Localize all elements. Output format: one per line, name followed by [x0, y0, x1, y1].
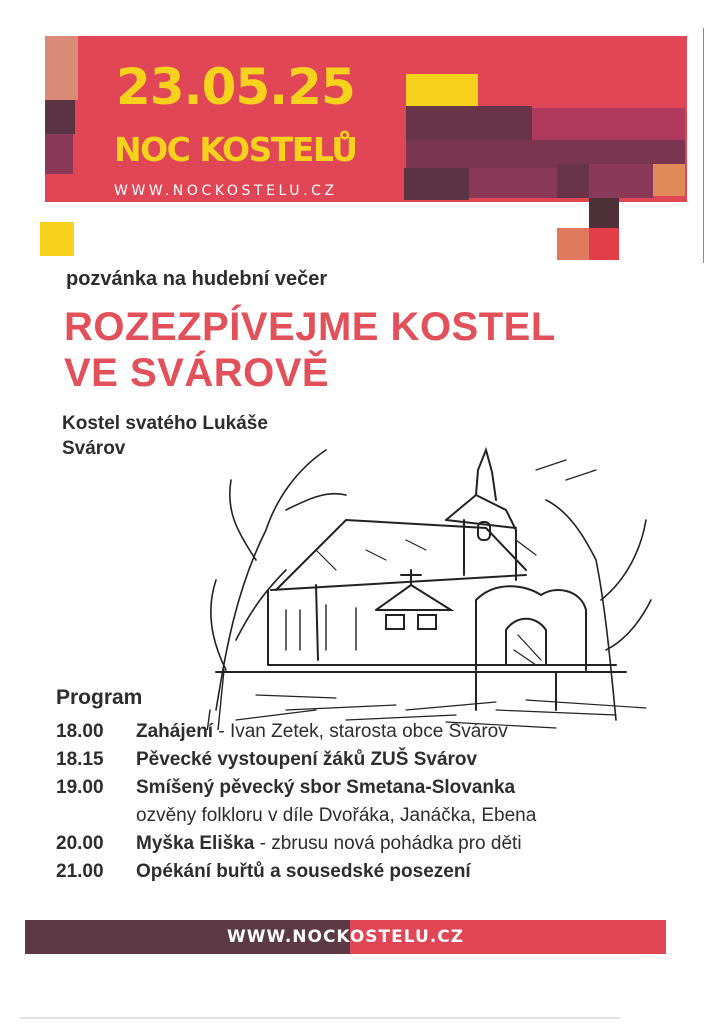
program-detail: - zbrusu nová pohádka pro děti	[254, 833, 522, 854]
headline-line-1: ROZEZPÍVEJME KOSTEL	[64, 305, 556, 349]
program-item	[56, 746, 616, 774]
pixel-block	[45, 100, 75, 134]
pixel-block	[589, 228, 619, 260]
program-item	[56, 774, 616, 802]
program-item	[56, 718, 616, 746]
pixel-block	[45, 134, 73, 174]
pixel-block	[406, 106, 532, 140]
venue-name: Kostel svatého Lukáše	[62, 413, 268, 434]
program-time: 18.15	[56, 749, 104, 770]
program-time: 21.00	[56, 861, 104, 882]
scan-page-edge-bottom	[20, 1017, 620, 1019]
program-description	[136, 802, 536, 830]
pixel-block	[589, 198, 619, 228]
pixel-block	[557, 164, 589, 198]
headline	[64, 304, 556, 396]
program-item	[56, 858, 616, 886]
program-description	[136, 718, 508, 746]
program-item	[56, 802, 616, 830]
footer-website-link[interactable]: WWW.NOCKOSTELU.CZ	[226, 927, 465, 947]
scan-page-edge	[703, 28, 704, 263]
pixel-block	[589, 164, 653, 198]
pixel-block	[40, 222, 74, 256]
pixel-block	[406, 74, 478, 106]
program-time: 18.00	[56, 721, 104, 742]
program-detail: - Ivan Zetek, starosta obce Svárov	[213, 721, 508, 742]
program-detail: ozvěny folkloru v díle Dvořáka, Janáčka, Ebena	[136, 805, 537, 826]
program-time: 19.00	[56, 777, 104, 798]
program-highlight: Pěvecké vystoupení žáků ZUŠ Svárov	[136, 749, 478, 770]
program-description	[136, 830, 522, 858]
pixel-block	[45, 36, 78, 100]
program-highlight: Zahájení	[136, 721, 214, 742]
headline-line-2: VE SVÁROVĚ	[64, 351, 330, 395]
program-highlight: Opékání buřtů a sousedské posezení	[136, 861, 471, 882]
banner-website-link[interactable]: WWW.NOCKOSTELU.CZ	[114, 183, 338, 199]
pixel-block	[469, 168, 557, 198]
pixel-block	[653, 164, 685, 196]
footer-bar	[25, 920, 666, 954]
program-list	[56, 718, 616, 886]
pixel-block	[404, 168, 469, 200]
program-highlight: Smíšený pěvecký sbor Smetana-Slovanka	[136, 777, 516, 798]
invitation-subtitle: pozvánka na hudební večer	[66, 268, 328, 290]
program-title: Program	[56, 686, 143, 709]
program-highlight: Myška Eliška	[136, 833, 255, 854]
event-name: NOC KOSTELŮ	[114, 130, 357, 169]
program-description	[136, 774, 515, 802]
program-description	[136, 746, 477, 774]
pixel-block	[532, 108, 685, 141]
program-description	[136, 858, 471, 886]
program-time: 20.00	[56, 833, 104, 854]
program-item	[56, 830, 616, 858]
pixel-block	[557, 228, 589, 260]
event-date: 23.05.25	[116, 58, 355, 116]
church-sketch-icon	[196, 410, 666, 730]
venue-place: Svárov	[62, 438, 126, 459]
